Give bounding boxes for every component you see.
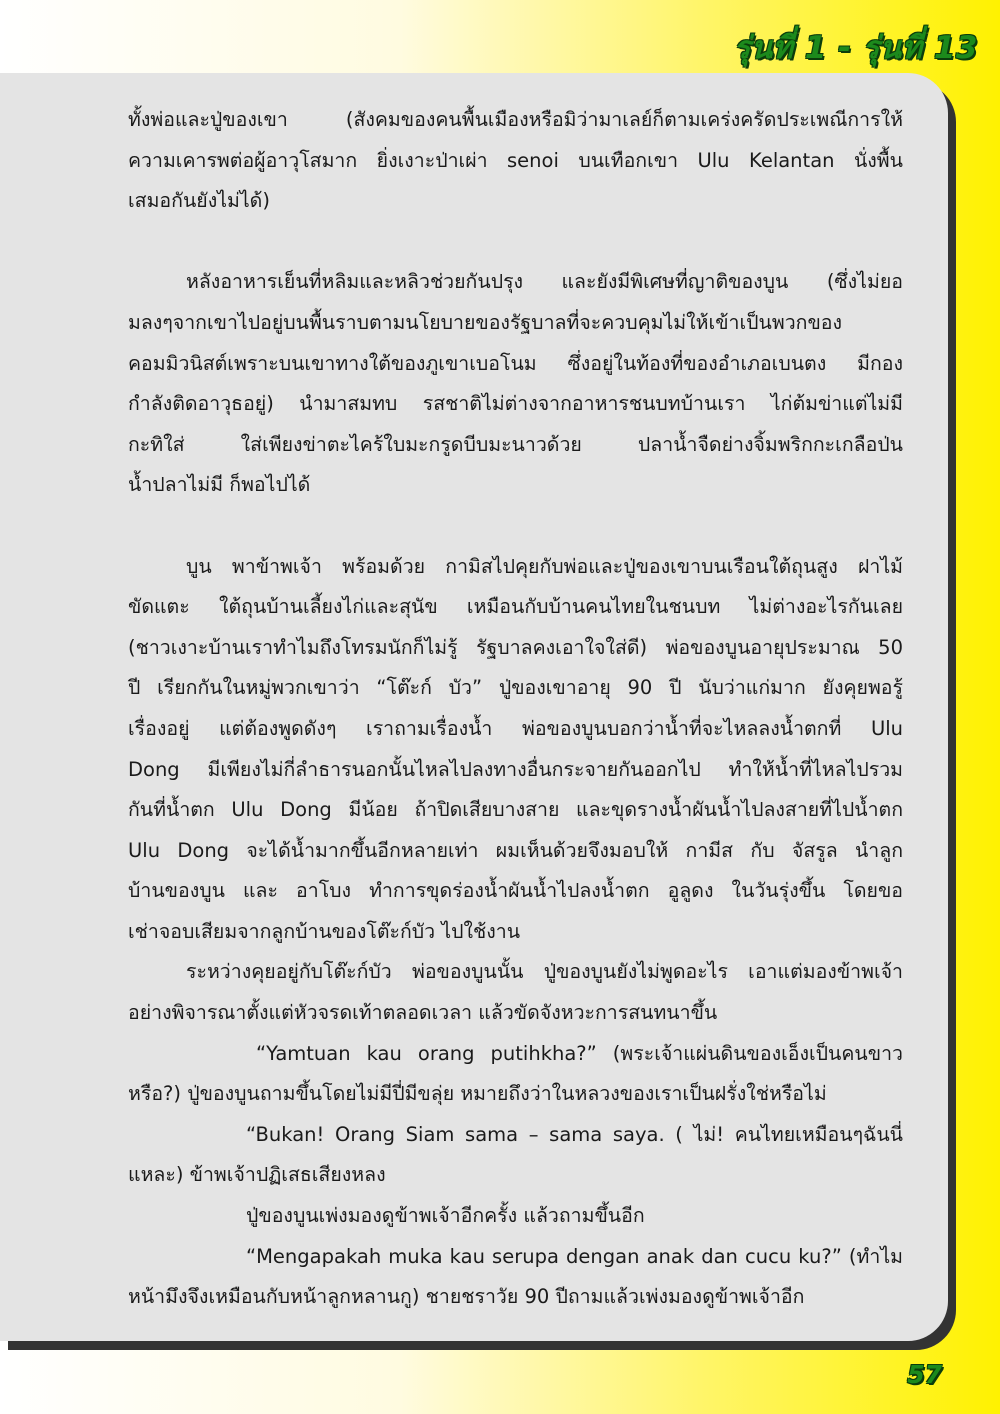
- paragraph-3-line-5: เรื่องอยู่ แต่ต้องพูดดังๆ เราถามเรื่องน้ำ พ่อของบูนบอกว่าน้ำที่จะไหลลงน้ำตกที่ Ulu: [128, 716, 903, 740]
- paragraph-5-line-1: “Yamtuan kau orang putihkha?” (พระเจ้าแผ่นดินของเอ็งเป็นคนขาว: [256, 1041, 903, 1065]
- paragraph-1-line-2: ความเคารพต่อผู้อาวุโสมาก ยิ่งเงาะป่าเผ่า senoi บนเทือกเขา Ulu Kelantan นั่งพื้น: [128, 148, 903, 172]
- paragraph-2-line-1: หลังอาหารเย็นที่หลิมและหลิวช่วยกันปรุง และยังมีพิเศษที่ญาติของบูน (ซึ่งไม่ยอ: [186, 270, 903, 294]
- paragraph-3-line-7: กันที่น้ำตก Ulu Dong มีน้อย ถ้าปิดเสียบางสาย และขุดรางน้ำผันน้ำไปลงสายที่ไปน้ำตก: [128, 798, 903, 822]
- paragraph-6-line-2: แหละ) ข้าพเจ้าปฏิเสธเสียงหลง: [128, 1163, 386, 1187]
- section-title: รุ่นที่ 1 - รุ่นที่ 13: [733, 30, 978, 66]
- paragraph-3-line-10: เช่าจอบเสียมจากลูกบ้านของโต๊ะก์บัว ไปใช้งาน: [128, 919, 521, 943]
- paragraph-2-line-5: กะทิใส่ ใส่เพียงข่าตะไคร้ใบมะกรูดบีบมะนาวด้วย ปลาน้ำจืดย่างจิ้มพริกกะเกลือป่น: [128, 432, 903, 456]
- paragraph-gap: [128, 222, 903, 263]
- paragraph-2-line-2: มลงๆจากเขาไปอยู่บนพื้นราบตามนโยบายของรัฐบาลที่จะควบคุมไม่ให้เข้าเป็นพวกของ: [128, 310, 843, 334]
- paragraph-2-line-6: น้ำปลาไม่มี ก็พอไปได้: [128, 473, 311, 497]
- paragraph-3-line-1: บูน พาข้าพเจ้า พร้อมด้วย กามิสไปคุยกับพ่อและปู่ของเขาบนเรือนใต้ถุนสูง ฝาไม้: [186, 554, 903, 578]
- paragraph-3-line-8: Ulu Dong จะได้น้ำมากขึ้นอีกหลายเท่า ผมเห็นด้วยจึงมอบให้ กามีส กับ จัสรูล นำลูก: [128, 838, 903, 862]
- paragraph-3-line-2: ขัดแตะ ใต้ถุนบ้านเลี้ยงไก่และสุนัข เหมือนกับบ้านคนไทยในชนบท ไม่ต่างอะไรกันเลย: [128, 595, 903, 619]
- paragraph-1-line-3: เสมอกันยังไม่ได้): [128, 189, 270, 213]
- paragraph-6-line-1: “Bukan! Orang Siam sama – sama saya. ( ไม่! คนไทยเหมือนๆฉันนี่: [246, 1122, 903, 1146]
- paragraph-5-line-2: หรือ?) ปู่ของบูนถามขึ้นโดยไม่มีปี่มีขลุ่ย หมายถึงว่าในหลวงของเราเป็นฝรั่งใช่หรือไม่: [128, 1082, 827, 1106]
- paragraph-3-line-4: ปี เรียกกันในหมู่พวกเขาว่า “โต๊ะก์ บัว” ปู่ของเขาอายุ 90 ปี นับว่าแก่มาก ยังคุยพอรู้: [128, 676, 903, 700]
- paragraph-4-line-1: ระหว่างคุยอยู่กับโต๊ะก์บัว พ่อของบูนนั้น ปู่ของบูนยังไม่พูดอะไร เอาแต่มองข้าพเจ้า: [186, 960, 903, 984]
- paragraph-3-line-3: (ชาวเงาะบ้านเราทำไมถึงโทรมนักก็ไม่รู้ รัฐบาลคงเอาใจใส่ดี) พ่อของบูนอายุประมาณ 50: [128, 635, 903, 659]
- paragraph-2-line-4: กำลังติดอาวุธอยู่) นำมาสมทบ รสชาติไม่ต่างจากอาหารชนบทบ้านเรา ไก่ต้มข่าแต่ไม่มี: [128, 392, 903, 416]
- paragraph-8-line-2: หน้ามึงจึงเหมือนกับหน้าลูกหลานกู) ชายชราวัย 90 ปีถามแล้วเพ่งมองดูข้าพเจ้าอีก: [128, 1285, 805, 1309]
- body-text: [128, 100, 903, 1318]
- paragraph-gap: [128, 506, 903, 547]
- page-number: 57: [907, 1360, 942, 1389]
- paragraph-1-line-1: ทั้งพ่อและปู่ของเขา (สังคมของคนพื้นเมืองหรือมิว่ามาเลย์ก็ตามเคร่งครัดประเพณีการให้: [128, 108, 903, 131]
- paragraph-8-line-1: “Mengapakah muka kau serupa dengan anak dan cucu ku?” (ทำไม: [246, 1244, 903, 1268]
- paragraph-2-line-3: คอมมิวนิสต์เพราะบนเขาทางใต้ของภูเขาเบอโนม ซึ่งอยู่ในท้องที่ของอำเภอเบนตง มีกอง: [128, 351, 903, 375]
- paragraph-4-line-2: อย่างพิจารณาตั้งแต่หัวจรดเท้าตลอดเวลา แล้วขัดจังหวะการสนทนาขึ้น: [128, 1001, 718, 1025]
- paragraph-3-line-6: Dong มีเพียงไม่กี่ลำธารนอกนั้นไหลไปลงทางอื่นกระจายกันออกไป ทำให้น้ำที่ไหลไปรวม: [128, 757, 903, 781]
- paragraph-7-line-1: ปู่ของบูนเพ่งมองดูข้าพเจ้าอีกครั้ง แล้วถามขึ้นอีก: [246, 1204, 645, 1228]
- paragraph-3-line-9: บ้านของบูน และ อาโบง ทำการขุดร่องน้ำผันน้ำไปลงน้ำตก อูลูดง ในวันรุ่งขึ้น โดยขอ: [128, 879, 903, 903]
